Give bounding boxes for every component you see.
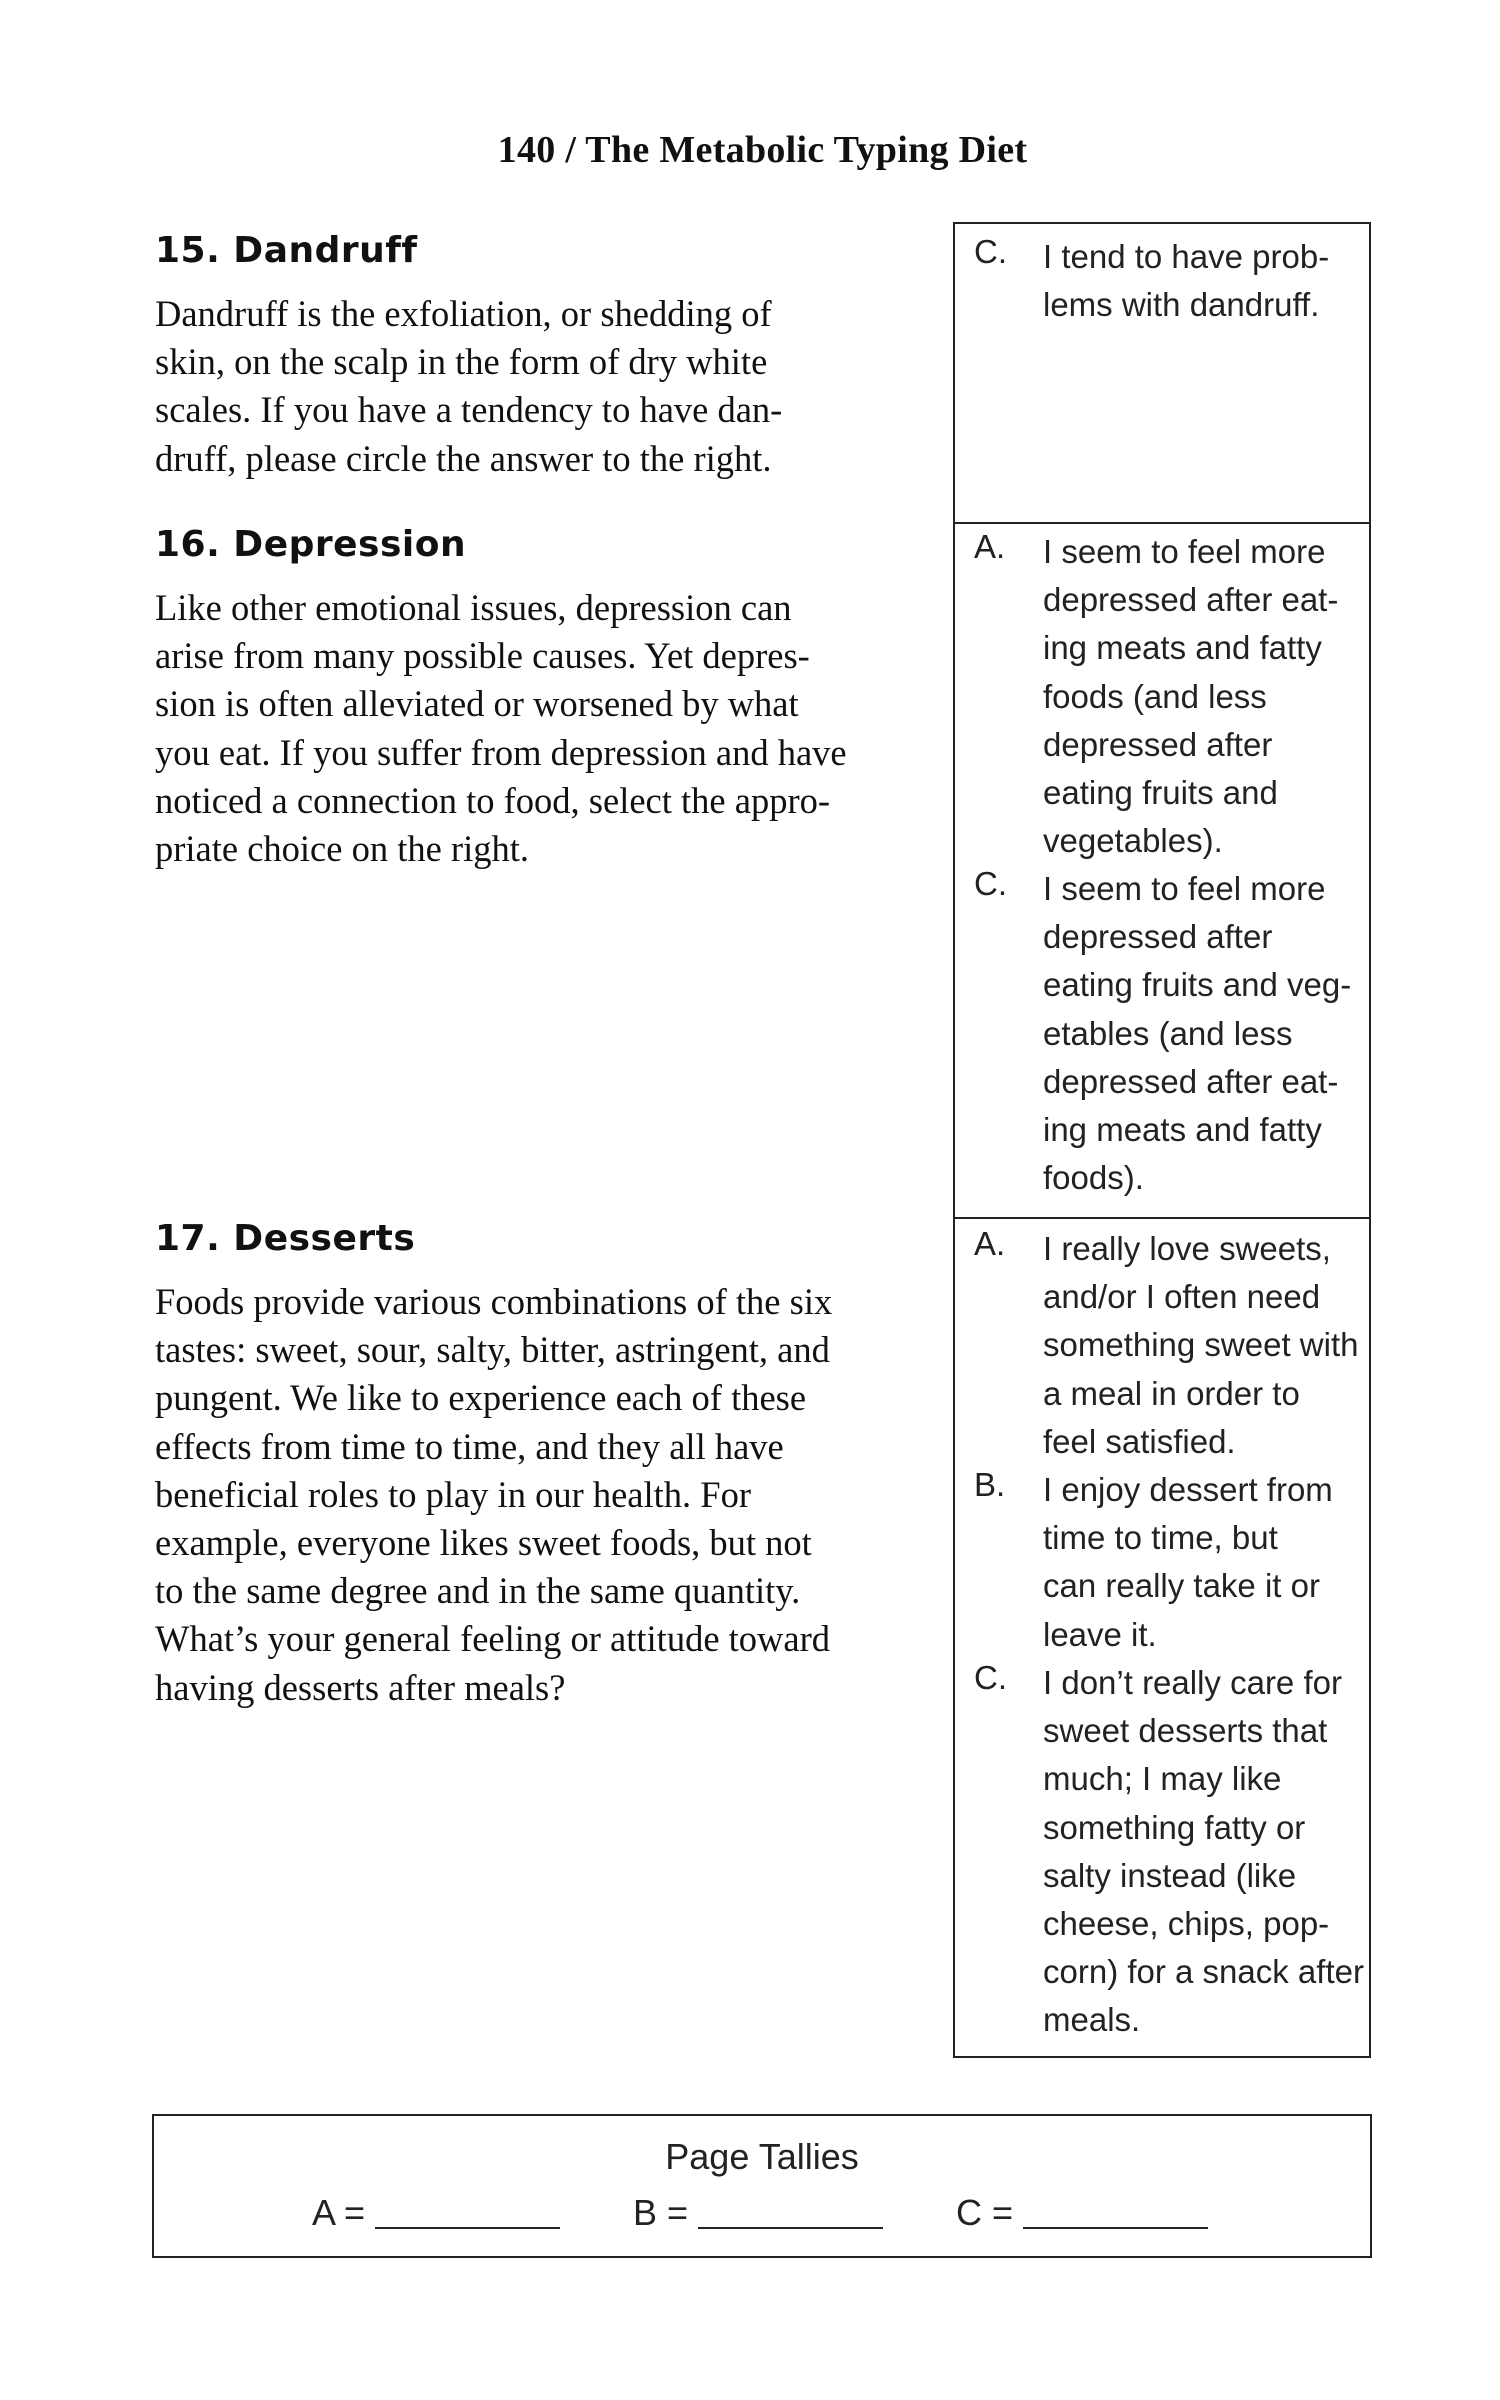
body-line: having desserts after meals? bbox=[155, 1666, 566, 1708]
body-line: skin, on the scalp in the form of dry white bbox=[155, 341, 768, 383]
body-line: tastes: sweet, sour, salty, bitter, astringent, and bbox=[155, 1329, 830, 1371]
option-line: and/or I often need bbox=[1043, 1278, 1321, 1316]
question-16-body bbox=[155, 584, 925, 873]
tally-c bbox=[956, 2192, 1208, 2234]
option-line: something sweet with bbox=[1043, 1326, 1359, 1364]
option-line: eating fruits and bbox=[1043, 774, 1278, 812]
q16-option-c-letter[interactable]: C. bbox=[974, 865, 1007, 902]
body-line: Dandruff is the exfoliation, or shedding of bbox=[155, 293, 772, 334]
tally-c-blank[interactable] bbox=[1023, 2227, 1208, 2229]
body-line: Foods provide various combinations of the six bbox=[155, 1281, 833, 1322]
option-line: something fatty or bbox=[1043, 1808, 1306, 1846]
option-line: lems with dandruff. bbox=[1043, 286, 1320, 324]
option-line: I really love sweets, bbox=[1043, 1230, 1331, 1267]
question-15-title: 15. Dandruff bbox=[155, 230, 418, 271]
question-17-body bbox=[155, 1278, 925, 1712]
q16-option-a[interactable] bbox=[1043, 528, 1373, 865]
body-line: effects from time to time, and they all have bbox=[155, 1425, 784, 1467]
running-head: 140 / The Metabolic Typing Diet bbox=[497, 129, 1028, 171]
option-line: depressed after eat- bbox=[1043, 1062, 1339, 1100]
q17-option-b-letter[interactable]: B. bbox=[974, 1466, 1006, 1503]
option-line: time to time, but bbox=[1043, 1519, 1278, 1557]
question-17-title: 17. Desserts bbox=[155, 1218, 416, 1259]
option-line: ing meats and fatty bbox=[1043, 629, 1322, 667]
tally-a-label: A = bbox=[312, 2192, 366, 2233]
body-line: What’s your general feeling or attitude toward bbox=[155, 1618, 831, 1660]
body-line: scales. If you have a tendency to have dan- bbox=[155, 389, 783, 431]
option-line: depressed after bbox=[1043, 918, 1273, 956]
tally-b bbox=[633, 2192, 883, 2234]
tallies-title: Page Tallies bbox=[665, 2136, 859, 2177]
option-line: much; I may like bbox=[1043, 1760, 1282, 1798]
option-line: sweet desserts that bbox=[1043, 1712, 1328, 1750]
q17-option-b[interactable] bbox=[1043, 1466, 1373, 1659]
body-line: arise from many possible causes. Yet depres- bbox=[155, 635, 810, 677]
q15-option-c[interactable] bbox=[1043, 233, 1373, 329]
option-line: cheese, chips, pop- bbox=[1043, 1905, 1330, 1943]
option-line: etables (and less bbox=[1043, 1014, 1293, 1052]
option-line: a meal in order to bbox=[1043, 1374, 1300, 1412]
body-line: Like other emotional issues, depression can bbox=[155, 587, 792, 628]
q17-option-a-letter[interactable]: A. bbox=[974, 1225, 1006, 1262]
body-line: example, everyone likes sweet foods, but not bbox=[155, 1522, 812, 1564]
body-line: priate choice on the right. bbox=[155, 828, 529, 870]
option-line: corn) for a snack after bbox=[1043, 1953, 1364, 1991]
page-tallies-box bbox=[152, 2114, 1372, 2258]
q17-option-c-letter[interactable]: C. bbox=[974, 1659, 1007, 1696]
body-line: noticed a connection to food, select the appro- bbox=[155, 779, 831, 821]
body-line: to the same degree and in the same quantity. bbox=[155, 1570, 801, 1612]
option-line: salty instead (like bbox=[1043, 1856, 1297, 1894]
tally-c-label: C = bbox=[956, 2192, 1014, 2233]
option-line: depressed after eat- bbox=[1043, 581, 1339, 619]
body-line: you eat. If you suffer from depression and have bbox=[155, 731, 847, 773]
option-line: vegetables). bbox=[1043, 822, 1223, 860]
tally-b-label: B = bbox=[633, 2192, 689, 2233]
option-line: feel satisfied. bbox=[1043, 1422, 1236, 1460]
option-line: I don’t really care for bbox=[1043, 1664, 1342, 1701]
q15-option-c-letter[interactable]: C. bbox=[974, 233, 1007, 270]
option-line: I seem to feel more bbox=[1043, 533, 1326, 570]
question-16-title: 16. Depression bbox=[155, 524, 467, 565]
body-line: pungent. We like to experience each of these bbox=[155, 1377, 807, 1419]
option-line: ing meats and fatty bbox=[1043, 1111, 1322, 1149]
option-line: eating fruits and veg- bbox=[1043, 966, 1352, 1004]
option-line: I seem to feel more bbox=[1043, 870, 1326, 907]
option-line: foods). bbox=[1043, 1159, 1144, 1197]
tally-a-blank[interactable] bbox=[375, 2227, 560, 2229]
question-15-body bbox=[155, 290, 925, 483]
option-line: leave it. bbox=[1043, 1615, 1157, 1653]
q16-option-c[interactable] bbox=[1043, 865, 1373, 1202]
body-line: sion is often alleviated or worsened by what bbox=[155, 683, 799, 725]
body-line: druff, please circle the answer to the right. bbox=[155, 437, 772, 479]
q17-option-c[interactable] bbox=[1043, 1659, 1373, 2045]
q16-option-a-letter[interactable]: A. bbox=[974, 528, 1006, 565]
option-line: foods (and less bbox=[1043, 677, 1267, 715]
option-line: I enjoy dessert from bbox=[1043, 1471, 1333, 1508]
q17-option-a[interactable] bbox=[1043, 1225, 1373, 1466]
option-line: meals. bbox=[1043, 2001, 1141, 2039]
tally-a bbox=[312, 2192, 560, 2234]
option-line: depressed after bbox=[1043, 725, 1273, 763]
body-line: beneficial roles to play in our health. For bbox=[155, 1473, 751, 1515]
option-line: can really take it or bbox=[1043, 1567, 1320, 1605]
option-line: I tend to have prob- bbox=[1043, 238, 1330, 275]
tally-b-blank[interactable] bbox=[698, 2227, 883, 2229]
